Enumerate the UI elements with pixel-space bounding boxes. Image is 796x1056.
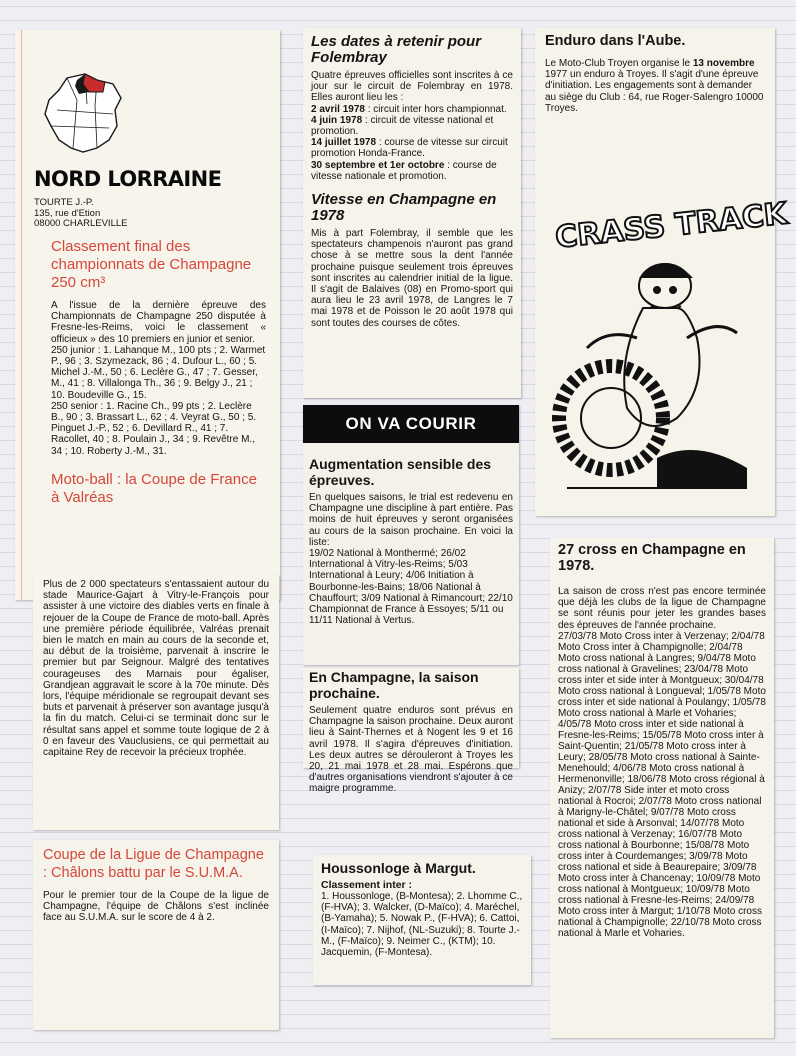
dates-list <box>311 104 513 182</box>
banner-text: ON VA COURIR <box>345 414 477 433</box>
results-junior: 250 junior : 1. Lahanque M., 100 pts ; 2. Warmet P., 96 ; 3. Szymezack, 86 ; 4. Dufour L., 60 ; 5. Michel J.-M., 50 ; 6. Leclère G., 47 ; 7. Gesser, M., 41 ; 8. Villalonga Th., 36 ; 9. Belgy J., 21 ; 10. Boudeville G., 15. <box>51 344 266 401</box>
date: 13 novembre <box>692 58 755 69</box>
paragraph: Quatre épreuves officielles sont inscrites à ce jour sur le circuit de Folembray en 1978. Elles auront lieu les : <box>311 70 513 104</box>
section-title: Vitesse en Champagne en 1978 <box>311 191 497 225</box>
clipping-nord-lorraine <box>15 30 280 600</box>
date-item: 14 juillet 1978 : course de vitesse sur circuit promotion Honda-France. <box>311 137 508 160</box>
results-senior: 250 senior : 1. Racine Ch., 99 pts ; 2. Leclère B., 90 ; 3. Brassart L., 62 ; 4. Veyrat G., 50 ; 5. Pinguet J.-P., 52 ; 6. Devillard R., 41 ; 7. Racollet, 40 ; 8. Poulain J., 34 ; 9. Revêtre M., 34 ; 10. Roberty J.-M., 31. <box>51 400 257 457</box>
paragraph <box>545 58 765 114</box>
section-title: Augmentation sensible des épreuves. <box>309 456 492 488</box>
paragraph: Seulement quatre enduros sont prévus en Champagne la saison prochaine. Deux auront lieu à Saint-Thernes et à Nogent les 9 et 16 avril 1978. Il s'agira d'épreuves d'initiation. Les deux autres se dérouleront à Troyes les 20, 21 mai 1978 et 28 mai. Espérons que d'autres organisations viendront s'ajouter à ce maigre programme. <box>309 705 513 795</box>
section-title: Enduro dans l'Aube. <box>545 33 686 49</box>
section-title: Les dates à retenir pour Folembray <box>311 33 482 66</box>
france-map <box>37 70 127 160</box>
paragraph: Pour le premier tour de la Coupe de la ligue de Champagne, l'équipe de Châlons s'est inclinée face au S.U.M.A. sur le score de 4 à 2. <box>43 890 269 924</box>
author-name: TOURTE J.-P. <box>34 197 94 208</box>
paragraph: En quelques saisons, le trial est redevenu en Champagne une discipline à part entière. Pas moins de huit épreuves y seront organisées au cours de la saison prochaine. En voici la liste: <box>309 492 513 548</box>
clipping-enduro-aube <box>535 28 789 516</box>
date-item: 2 avril 1978 : circuit inter hors championnat. <box>311 103 507 115</box>
section-title: 27 cross en Champagne en 1978. <box>558 542 746 574</box>
clipping-houssonloge <box>313 855 531 985</box>
region-title: NORD LORRAINE <box>34 167 222 191</box>
text-run: Le Moto-Club Troyen organise le <box>545 58 693 69</box>
address-line: 135, rue d'Etion <box>34 207 101 219</box>
section-title: En Champagne, la saison prochaine. <box>309 669 479 701</box>
paragraph: A l'issue de la dernière épreuve des Championnats de Champagne 250 disputée à Fresne-les-Reims, voici le classement « officieux » des 10 premiers en junior et senior. <box>51 300 266 345</box>
section-title: Moto-ball : la Coupe de France à Valréas <box>51 470 257 506</box>
clipping-coupe-ligue <box>33 840 279 1030</box>
clipping-enduro-saison <box>303 668 519 795</box>
paragraph: La saison de cross n'est pas encore terminée que déjà les clubs de la ligue de Champagne se sont réunis pour jeter les grandes bases des épreuves de l'année prochaine. <box>558 586 766 631</box>
text-run: 1977 un enduro à Troyes. Il s'agit d'une épreuve d'initiation. Les engagements sont à demander au siège du Club : 64, rue Roger-Salengro 10000 Troyes. <box>545 69 764 114</box>
cartoon-lettering: CRASS TRACK <box>553 196 789 256</box>
section-title: Classement final des championnats de Champagne 250 cm³ <box>51 238 252 291</box>
date-item: 4 juin 1978 : circuit de vitesse national et promotion. <box>311 114 494 138</box>
paragraph: Plus de 2 000 spectateurs s'entassaient autour du stade Maurice-Gajart à Vitry-le-François pour assister à une victoire des diables verts en finale à rejouer de la Coupe de France de moto-ball. Après une première période équilibrée, Valréas prenait bien le match en main au cours de la seconde et, au début de la troisième, parvenait à inscrire le premier but par Seignour. Malgré des tentatives courageuses des Marnais pour égaliser, Grandjean aggravait le score à la 70e minute. Dès lors, l'équipe méridionale se regroupait devant ses buts et parvenait à préserver son avantage jusqu'à la fin du match. Celui-ci se terminait donc sur le résultat sans appel et somme toute logique de 2 à 0 en faveur des Vauclusiens, ce qui permettait au capitaine Rey de recevoir la précieux trophée. <box>43 579 269 759</box>
address-line: 08000 CHARLEVILLE <box>34 218 128 229</box>
clipping-27-cross <box>550 538 774 1038</box>
results-list: 1. Houssonloge, (B-Montesa); 2. Lhomme C., (F-HVA); 3. Walcker, (D-Maïco); 4. Maréchel, (B-Yamaha); 5. Nowak P., (F-HVA); 6. Cattoi, (I-Maïco); 7. Nijhof, (NL-Suzuki); 8. Tourte J.-M., (F-Maïco); 9. Neimer C., (KTM); 10. Jacquemin, (F-Montesa). <box>321 891 523 959</box>
paragraph: Mis à part Folembray, il semble que les spectateurs champenois n'auront pas grand chose à se mettre sous la dent l'année prochaine puisque seulement trois épreuves sont inscrites au calendrier initial de la ligue. Il s'agit de Balaives (08) en Promo-sport qui aura lieu le 23 avril 1978, de Langres le 7 mai 1978 et de Poisson le 20 août 1978 qui sont toutes des courses de côtes. <box>311 228 513 329</box>
crass-track-cartoon <box>547 168 789 498</box>
banner <box>303 405 519 443</box>
section-title: Coupe de la Ligue de Champagne : Châlons battu par le S.U.M.A. <box>43 847 264 881</box>
clipping-on-va-courir <box>303 405 519 665</box>
date-item: 30 septembre et 1er octobre : course de vitesse nationale et promotion. <box>311 159 497 182</box>
trial-list: 19/02 National à Monthermé; 26/02 International à Vitry-les-Reims; 5/03 International à Leury; 4/06 Initiation à Bourbonne-les-Bains; 18/06 National à Chauffourt; 3/09 National à Rimancourt; 22/10 Championnat de France à Essoyes; 5/11 ou 11/11 National à Vertus. <box>309 548 513 627</box>
cross-calendar: 27/03/78 Moto Cross inter à Verzenay; 2/04/78 Moto Cross inter à Champignolle; 2/04/78 Moto cross national à Langres; 9/04/78 Moto cross national à Gravelines; 23/04/78 Moto cross inter et side inter à Montgueux; 30/04/78 Moto cross national à Longueval; 1/05/78 Moto cross inter et side national à Poulangy; 1/05/78 Moto cross national à Marle et Voharies; 4/05/78 Moto cross inter et side national à Fresne-les-Reims; 15/05/78 Moto cross inter à Saint-Quentin; 21/05/78 Moto cross inter à Leury; 28/05/78 Moto cross national à Sainte-Menehould; 4/06/78 Moto cross national à Hermenonville; 18/06/78 Moto cross régional à Anizy; 2/07/78 Side inter et moto cross national à Rocroi; 2/07/78 Moto cross national à Marigny-le-Châtel; 9/07/78 Moto cross national et side à Arsonval; 14/07/78 Moto cross national à Verzenay; 16/07/78 Moto cross national à Bourbonne; 15/08/78 Moto cross inter à Courdemanges; 3/09/78 Moto cross national et side à Beaurepaire; 3/09/78 Moto cross inter à Chancenay; 10/09/78 Moto cross national à Montgueux; 10/09/78 Moto cross national à Fresne-les-Reims; 24/09/78 Moto cross inter à Margut; 1/10/78 Moto cross national à Champignolle; 22/10/78 Moto cross national à Marle et Voharies. <box>558 630 766 939</box>
clipping-folembray <box>303 28 521 398</box>
clipping-moto-ball <box>33 575 279 830</box>
section-title: Houssonloge à Margut. <box>321 860 476 876</box>
subheading: Classement inter : <box>321 879 413 891</box>
